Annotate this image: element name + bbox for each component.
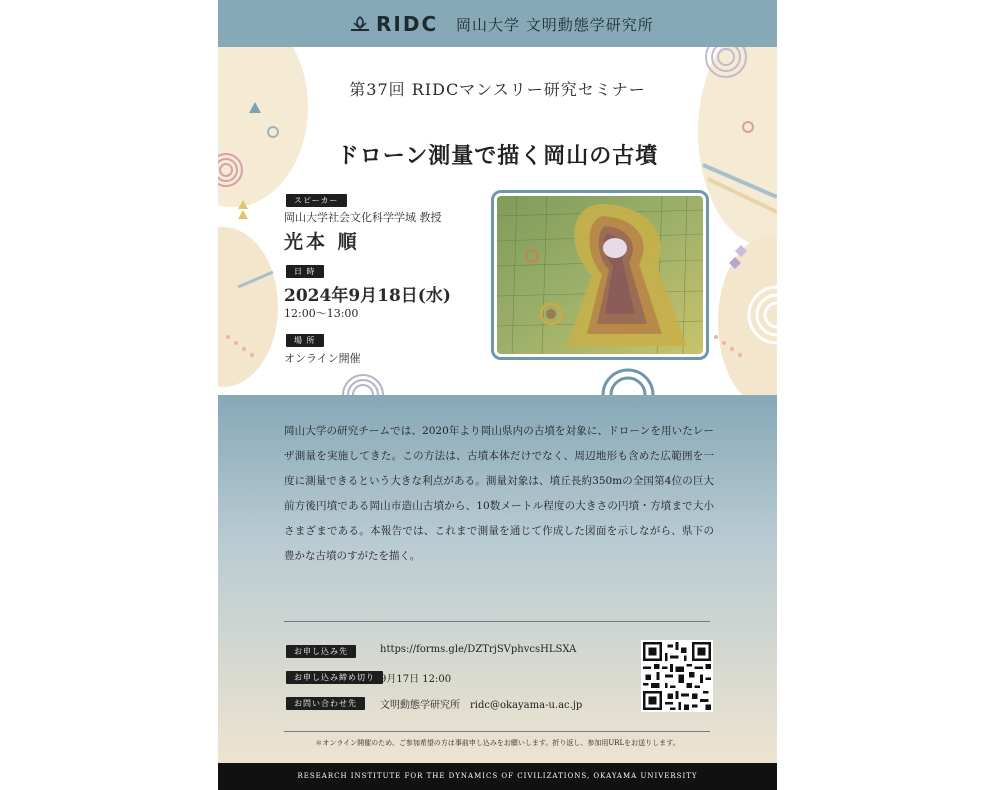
apply-url-link[interactable]: https://forms.gle/DZTrjSVphvcsHLSXA — [380, 644, 577, 655]
ridc-logo-icon — [350, 14, 370, 34]
venue-label: 場 所 — [286, 334, 324, 347]
deadline-label: お申し込み締め切り — [286, 671, 383, 684]
divider-top — [284, 621, 710, 622]
description-section — [218, 395, 777, 763]
event-info-section — [218, 47, 777, 395]
speaker-affiliation: 岡山大学社会文化科学学域 教授 — [284, 211, 442, 224]
event-venue: オンライン開催 — [284, 352, 361, 365]
contact-value: 文明動態学研究所 ridc@okayama-u.ac.jp — [380, 700, 583, 711]
decor-semicircle-right — [749, 287, 777, 343]
decor-arc-bottom-right — [603, 370, 653, 395]
logo-text: RIDC — [376, 12, 439, 36]
header-organization: 岡山大学 文明動態学研究所 — [456, 16, 654, 34]
qr-code[interactable] — [641, 640, 713, 712]
contact-label: お問い合わせ先 — [286, 697, 365, 710]
event-description: 岡山大学の研究チームでは、2020年より岡山県内の古墳を対象に、ドローンを用いたレーザ測量を実施してきた。この方法は、古墳本体だけでなく、周辺地形も含めた広範囲を一度に測量できるという大きな利点がある。測量対象は、墳丘長約350mの全国第4位の巨大前方後円墳である岡山市造山古墳から、10数メートル程度の大きさの円墳・方墳まで大小さまざまである。本報告では、これまで測量を通じて作成した図面を示しながら、県下の豊かな古墳のすがたを描く。 — [284, 425, 714, 562]
seminar-series-title: 第37回 RIDCマンスリー研究セミナー — [349, 80, 646, 99]
decor-concentric-circle-right — [706, 47, 746, 77]
qr-code-icon — [643, 642, 711, 710]
poster-header — [218, 0, 777, 47]
kofun-survey-image — [491, 190, 709, 360]
seminar-poster — [218, 0, 777, 790]
deadline-value: 9月17日 12:00 — [380, 674, 452, 685]
event-time: 12:00～13:00 — [284, 307, 359, 320]
decor-arc-left — [343, 375, 383, 395]
poster-footer: RESEARCH INSTITUTE FOR THE DYNAMICS OF CIVILIZATIONS, OKAYAMA UNIVERSITY — [218, 763, 777, 790]
seminar-title: ドローン測量で描く岡山の古墳 — [336, 143, 659, 169]
registration-note: ＊オンライン開催のため、ご参加希望の方は事前申し込みをお願いします。折り返し、参加用URLをお送りします。 — [315, 739, 680, 747]
decor-triangle-left — [249, 102, 261, 113]
divider-bottom — [284, 731, 710, 732]
kofun-map-illustration — [497, 196, 703, 354]
speaker-label: スピーカー — [286, 194, 347, 207]
event-date: 2024年9月18日(水) — [284, 286, 451, 306]
apply-label: お申し込み先 — [286, 645, 356, 658]
date-label: 日 時 — [286, 265, 324, 278]
speaker-name: 光本 順 — [284, 231, 360, 253]
ridc-logo — [350, 12, 438, 36]
